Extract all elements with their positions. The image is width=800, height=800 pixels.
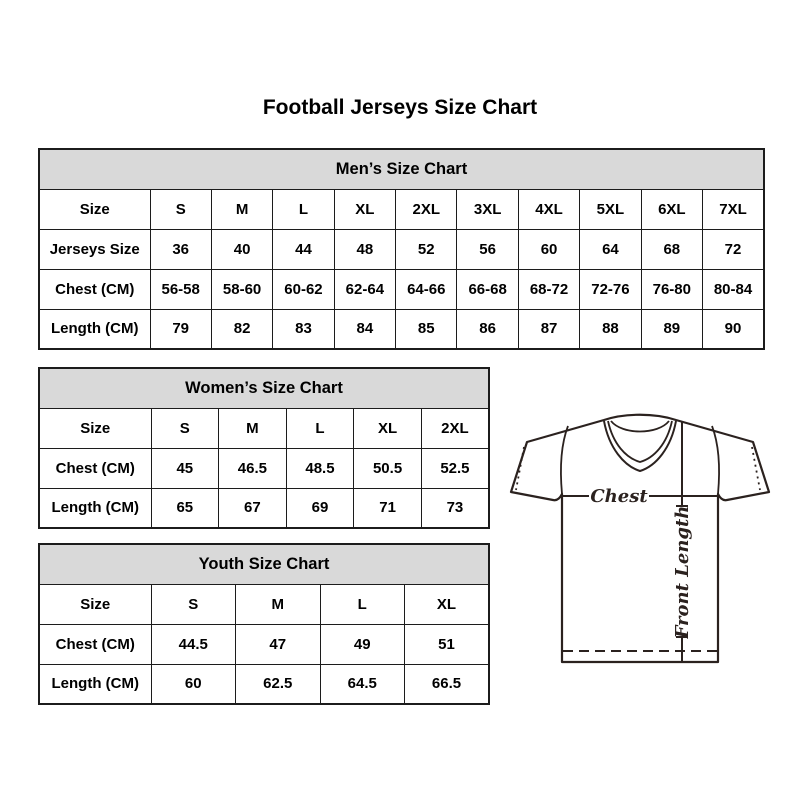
youth-size-table [38, 543, 490, 705]
table-cell: 62-64 [334, 269, 395, 309]
table-cell: 90 [703, 309, 764, 349]
table-cell: 85 [396, 309, 457, 349]
table-cell: M [219, 408, 287, 448]
table-cell: 64 [580, 229, 641, 269]
table-cell: 83 [273, 309, 334, 349]
table-cell: S [151, 584, 236, 624]
table-cell: XL [334, 189, 395, 229]
womens-table-title: Women’s Size Chart [39, 368, 489, 408]
table-row [39, 189, 764, 229]
table-cell: 86 [457, 309, 518, 349]
table-cell: 68-72 [518, 269, 579, 309]
table-cell: M [236, 584, 321, 624]
table-row [39, 448, 489, 488]
row-label: Jerseys Size [39, 229, 150, 269]
table-header-row [39, 368, 489, 408]
page-title: Football Jerseys Size Chart [262, 96, 538, 119]
row-label: Chest (CM) [39, 448, 151, 488]
table-cell: 88 [580, 309, 641, 349]
table-cell: 66.5 [405, 664, 490, 704]
table-cell: 66-68 [457, 269, 518, 309]
table-cell: S [151, 408, 219, 448]
table-cell: 7XL [703, 189, 764, 229]
table-cell: 60 [151, 664, 236, 704]
front-length-label: Front Length [672, 505, 693, 639]
row-label: Length (CM) [39, 664, 151, 704]
table-cell: 60-62 [273, 269, 334, 309]
table-cell: 69 [286, 488, 354, 528]
table-row [39, 269, 764, 309]
table-cell: XL [354, 408, 422, 448]
table-cell: 52.5 [421, 448, 489, 488]
row-label: Size [39, 189, 150, 229]
table-cell: 3XL [457, 189, 518, 229]
jersey-outline [511, 415, 769, 662]
table-cell: L [320, 584, 405, 624]
row-label: Length (CM) [39, 488, 151, 528]
table-cell: 49 [320, 624, 405, 664]
table-cell: 51 [405, 624, 490, 664]
row-label: Size [39, 408, 151, 448]
table-cell: 47 [236, 624, 321, 664]
table-cell: 72 [703, 229, 764, 269]
table-cell: 73 [421, 488, 489, 528]
table-cell: L [286, 408, 354, 448]
row-label: Size [39, 584, 151, 624]
table-cell: L [273, 189, 334, 229]
table-cell: 52 [396, 229, 457, 269]
table-cell: XL [405, 584, 490, 624]
table-cell: 48 [334, 229, 395, 269]
table-row [39, 408, 489, 448]
table-cell: 5XL [580, 189, 641, 229]
table-cell: 56-58 [150, 269, 211, 309]
table-cell: 65 [151, 488, 219, 528]
table-row [39, 584, 489, 624]
table-cell: 36 [150, 229, 211, 269]
chest-label: Chest [590, 486, 648, 507]
table-cell: 67 [219, 488, 287, 528]
table-cell: 45 [151, 448, 219, 488]
table-cell: 44 [273, 229, 334, 269]
table-row [39, 309, 764, 349]
table-cell: 2XL [396, 189, 457, 229]
mens-size-table [38, 148, 765, 350]
table-cell: 60 [518, 229, 579, 269]
table-cell: 64-66 [396, 269, 457, 309]
table-cell: 89 [641, 309, 702, 349]
youth-table-title: Youth Size Chart [39, 544, 489, 584]
table-cell: 68 [641, 229, 702, 269]
table-cell: 72-76 [580, 269, 641, 309]
table-header-row [39, 544, 489, 584]
table-header-row [39, 149, 764, 189]
table-cell: 64.5 [320, 664, 405, 704]
table-cell: 58-60 [211, 269, 272, 309]
table-cell: 46.5 [219, 448, 287, 488]
table-cell: 44.5 [151, 624, 236, 664]
table-cell: M [211, 189, 272, 229]
table-cell: 82 [211, 309, 272, 349]
row-label: Chest (CM) [39, 624, 151, 664]
row-label: Chest (CM) [39, 269, 150, 309]
table-cell: 2XL [421, 408, 489, 448]
table-cell: 6XL [641, 189, 702, 229]
table-cell: 56 [457, 229, 518, 269]
table-cell: 71 [354, 488, 422, 528]
table-row [39, 488, 489, 528]
table-cell: 79 [150, 309, 211, 349]
jersey-diagram [505, 402, 775, 687]
table-cell: 76-80 [641, 269, 702, 309]
table-row [39, 229, 764, 269]
table-row [39, 664, 489, 704]
table-cell: 40 [211, 229, 272, 269]
table-cell: 84 [334, 309, 395, 349]
mens-table-title: Men’s Size Chart [39, 149, 764, 189]
table-cell: 48.5 [286, 448, 354, 488]
row-label: Length (CM) [39, 309, 150, 349]
table-cell: 80-84 [703, 269, 764, 309]
table-cell: S [150, 189, 211, 229]
table-cell: 62.5 [236, 664, 321, 704]
womens-size-table [38, 367, 490, 529]
table-cell: 87 [518, 309, 579, 349]
table-row [39, 624, 489, 664]
table-cell: 50.5 [354, 448, 422, 488]
table-cell: 4XL [518, 189, 579, 229]
